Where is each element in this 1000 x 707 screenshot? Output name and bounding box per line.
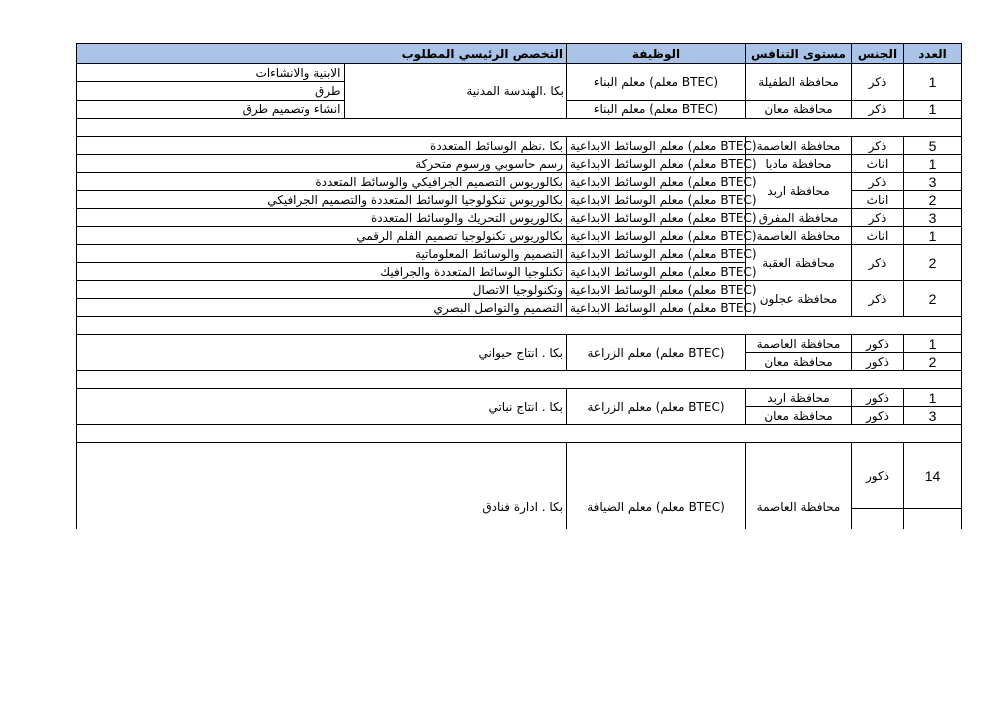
spec-cell: بكالوريوس تنكولوجيا الوسائط المتعددة والتصميم الجرافيكي <box>77 191 567 209</box>
count-cell-empty <box>904 509 962 530</box>
spec-cell: رسم حاسوبي ورسوم متحركة <box>77 155 567 173</box>
level-cell: محافظة معان <box>746 353 852 371</box>
table-row <box>77 155 962 173</box>
level-cell: محافظة العاصمة <box>746 137 852 155</box>
jobs-table <box>76 43 962 529</box>
gender-cell: ذكر <box>852 173 904 191</box>
civil-spec-cell <box>77 64 567 119</box>
count-cell: 1 <box>904 227 962 245</box>
count-cell: 3 <box>904 173 962 191</box>
job-cell: معلم الوسائط الابداعية (معلم BTEC) <box>567 299 746 317</box>
gender-cell: اناث <box>852 227 904 245</box>
level-cell: محافظة معان <box>746 407 852 425</box>
gender-cell: ذكور <box>852 353 904 371</box>
civil-sub2: طرق <box>77 82 344 100</box>
gender-cell: ذكور <box>852 443 904 509</box>
job-cell: معلم الوسائط الابداعية (معلم BTEC) <box>567 281 746 299</box>
table-row <box>77 137 962 155</box>
count-cell: 2 <box>904 245 962 281</box>
spacer-row <box>77 425 962 443</box>
count-cell: 14 <box>904 443 962 509</box>
count-cell: 2 <box>904 191 962 209</box>
level-cell: محافظة المفرق <box>746 209 852 227</box>
table-row <box>77 173 962 191</box>
spec-cell: بكا . ادارة فنادق <box>77 443 567 530</box>
gender-cell: اناث <box>852 155 904 173</box>
spreadsheet-table <box>76 43 961 627</box>
civil-sub1: الابنية والانشاءات <box>77 64 344 82</box>
spec-cell: بكالوريوس التحريك والوسائط المتعددة <box>77 209 567 227</box>
level-cell: محافظة اربد <box>746 389 852 407</box>
spec-cell: التصميم والتواصل البصري <box>77 299 567 317</box>
job-cell: معلم الوسائط الابداعية (معلم BTEC) <box>567 209 746 227</box>
gender-cell: ذكر <box>852 137 904 155</box>
count-cell: 2 <box>904 353 962 371</box>
gender-cell: ذكر <box>852 281 904 317</box>
job-cell: معلم الزراعة (معلم BTEC) <box>567 335 746 371</box>
spacer-row <box>77 371 962 389</box>
gender-cell: ذكور <box>852 389 904 407</box>
spec-cell: بكالوريوس تكنولوجيا تصميم الفلم الرقمي <box>77 227 567 245</box>
header-gender: الجنس <box>852 44 904 64</box>
table-row <box>77 281 962 299</box>
table-row <box>77 389 962 407</box>
level-cell: محافظة العقبة <box>746 245 852 281</box>
count-cell: 1 <box>904 100 962 118</box>
gender-cell: ذكور <box>852 407 904 425</box>
job-cell: معلم البناء (معلم BTEC) <box>567 100 746 118</box>
header-specialty: التخصص الرئيسي المطلوب <box>77 44 567 64</box>
job-cell: معلم الوسائط الابداعية (معلم BTEC) <box>567 227 746 245</box>
gender-cell: ذكر <box>852 64 904 101</box>
level-cell: محافظة معان <box>746 100 852 118</box>
table-row <box>77 245 962 263</box>
job-cell: معلم الوسائط الابداعية (معلم BTEC) <box>567 263 746 281</box>
civil-sub3: انشاء وتصميم طرق <box>242 102 341 117</box>
spec-cell: وتكنولوجيا الاتصال <box>77 281 567 299</box>
civil-sub-table <box>77 64 567 118</box>
spec-cell: تكنلوجيا الوسائط المتعددة والجرافيك <box>77 263 567 281</box>
count-cell: 1 <box>904 155 962 173</box>
level-cell: محافظة الطفيلة <box>746 64 852 101</box>
gender-cell: ذكر <box>852 100 904 118</box>
level-cell: محافظة العاصمة <box>746 335 852 353</box>
gender-cell: ذكر <box>852 209 904 227</box>
count-cell: 3 <box>904 407 962 425</box>
job-cell: معلم الضيافة (معلم BTEC) <box>567 443 746 530</box>
spec-cell: بكا . انتاج نباتي <box>77 389 567 425</box>
job-cell: معلم البناء (معلم BTEC) <box>567 64 746 101</box>
spacer-row <box>77 119 962 137</box>
gender-cell: ذكر <box>852 245 904 281</box>
header-job: الوظيفة <box>567 44 746 64</box>
level-cell: محافظة اربد <box>746 173 852 209</box>
spec-cell: بكالوريوس التصميم الجرافيكي والوسائط المتعددة <box>77 173 567 191</box>
gender-cell: اناث <box>852 191 904 209</box>
table-row <box>77 443 962 509</box>
level-cell: محافظة العاصمة <box>746 443 852 530</box>
header-count: العدد <box>904 44 962 64</box>
table-row <box>77 227 962 245</box>
job-cell: معلم الوسائط الابداعية (معلم BTEC) <box>567 155 746 173</box>
gender-cell: ذكور <box>852 335 904 353</box>
gender-cell-empty <box>852 509 904 530</box>
civil-degree: بكا .الهندسة المدنية <box>344 64 567 118</box>
job-cell: معلم الوسائط الابداعية (معلم BTEC) <box>567 245 746 263</box>
spacer-row <box>77 317 962 335</box>
spec-cell: التصميم والوسائط المعلوماتية <box>77 245 567 263</box>
count-cell: 1 <box>904 389 962 407</box>
level-cell: محافظة مادبا <box>746 155 852 173</box>
spec-cell: بكا . انتاج حيواني <box>77 335 567 371</box>
table-row <box>77 335 962 353</box>
count-cell: 1 <box>904 64 962 101</box>
job-cell: معلم الوسائط الابداعية (معلم BTEC) <box>567 191 746 209</box>
count-cell: 1 <box>904 335 962 353</box>
job-cell: معلم الزراعة (معلم BTEC) <box>567 389 746 425</box>
count-cell: 5 <box>904 137 962 155</box>
count-cell: 3 <box>904 209 962 227</box>
spec-cell: بكا .نظم الوسائط المتعددة <box>77 137 567 155</box>
level-cell: محافظة العاصمة <box>746 227 852 245</box>
table-row <box>77 209 962 227</box>
header-row <box>77 44 962 64</box>
header-level: مستوى التنافس <box>746 44 852 64</box>
job-cell: معلم الوسائط الابداعية (معلم BTEC) <box>567 137 746 155</box>
job-cell: معلم الوسائط الابداعية (معلم BTEC) <box>567 173 746 191</box>
count-cell: 2 <box>904 281 962 317</box>
level-cell: محافظة عجلون <box>746 281 852 317</box>
